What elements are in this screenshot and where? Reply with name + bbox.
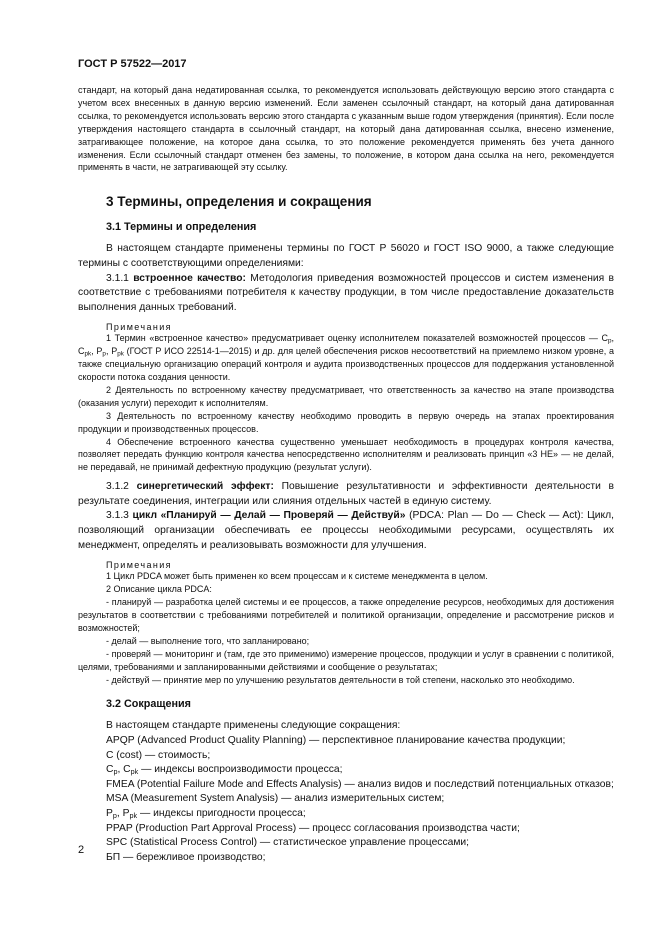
term-number: 3.1.3 — [106, 510, 129, 522]
term-name: цикл «Планируй — Делай — Проверяй — Действуй» — [132, 510, 406, 522]
subscript: p — [113, 766, 118, 776]
term-name: встроенное качество: — [133, 272, 246, 284]
subscript: p — [102, 350, 106, 358]
document-header: ГОСТ Р 57522—2017 — [78, 58, 187, 70]
note-3: 3 Деятельность по встроенному качеству необходимо проводить в первую очередь на этапах проектирования продукции и производственных процессов. — [78, 410, 614, 434]
term-number: 3.1.2 — [106, 481, 129, 493]
abbr-text: , C — [117, 764, 131, 776]
abbr-spc: SPC (Statistical Process Control) — статистическое управление процессами; — [106, 837, 470, 849]
subsection-3-2-title: 3.2 Сокращения — [106, 698, 191, 711]
term-number: 3.1.1 — [106, 272, 129, 284]
abbr-text: — индексы пригодности процесса; — [137, 807, 306, 819]
abbr-cp — [78, 763, 614, 778]
abbr-ppap: PPAP (Production Part Approval Process) — процесс согласования производства части; — [106, 822, 520, 834]
term-3-1-2 — [78, 480, 614, 509]
page-number: 2 — [78, 844, 85, 856]
note-2: 2 Деятельность по встроенному качеству предусматривает, что ответственность за качество на этапе производства (оказания услуги) переходит к исполнителям. — [78, 384, 614, 408]
abbr-intro: В настоящем стандарте применены следующие сокращения: — [106, 720, 401, 732]
term-definition: (PDCA: Plan — Do — Check — Act): Цикл, позволяющий организации обеспечивать ее процессы необходимыми ресурсами, осуществлять их менеджмент, определять и реализовывать возможности для улучшения. — [78, 510, 614, 551]
subscript: pk — [117, 350, 124, 358]
pdca-plan: - планируй — разработка целей системы и ее процессов, а также определение ресурсов, необходимых для достижения результатов в соответствии с требованиями потребителей и политикой организации, определение и рассмотрение рисков и возможностей; — [78, 597, 614, 633]
subscript: p — [112, 810, 117, 820]
abbr-bp: БП — бережливое производство; — [106, 851, 266, 863]
abbr-apqp: APQP (Advanced Product Quality Planning) — перспективное планирование качества продукции; — [106, 735, 566, 746]
term-3-1-1 — [78, 272, 614, 316]
abbr-c: C (cost) — стоимость; — [106, 749, 211, 761]
subscript: p — [607, 337, 612, 345]
note-text: (ГОСТ Р ИСО 22514-1—2015) и др. для целей обеспечения рисков несоответствий на приемлемо низком уровне, а также специальную организацию операций контроля и аудита производственных процессов для поддержания установленной скорости потока создания ценности. — [78, 346, 614, 383]
terms-intro: В настоящем стандарте применены термины по ГОСТ Р 56020 и ГОСТ ISO 9000, а также следующие термины с соответствующими определениями: — [78, 243, 614, 269]
abbr-text: — индексы воспроизводимости процесса; — [138, 764, 343, 776]
subscript: pk — [130, 766, 139, 776]
subsection-3-1-title: 3.1 Термины и определения — [106, 221, 257, 234]
pdca-do: - делай — выполнение того, что запланировано; — [106, 635, 310, 646]
subscript: pk — [129, 810, 138, 820]
subscript: pk — [84, 350, 92, 358]
note-text: , C — [78, 333, 614, 357]
notes-title: Примечания — [106, 322, 172, 333]
notes-title: Примечания — [106, 560, 172, 571]
note-1 — [78, 332, 614, 384]
pdca-note-1: 1 Цикл PDCA может быть применен ко всем процессам и к системе менеджмента в целом. — [106, 571, 488, 582]
abbr-pp — [78, 807, 614, 822]
term-definition: Методология приведения возможностей процессов и систем изменения в соответствие с требованиями потребителя к качеству продукции, в том числе предоставление доказательств выполнения данных требований. — [78, 272, 614, 313]
note-text: 1 Термин «встроенное качество» предусматривает оценку исполнителем показателей возможностей процессов — C — [106, 333, 608, 344]
note-text: , P — [91, 346, 103, 357]
abbr-msa: MSA (Measurement System Analysis) — анализ измерительных систем; — [106, 793, 445, 805]
pdca-act: - действуй — принятие мер по улучшению результатов деятельности в той степени, насколько это необходимо. — [106, 674, 575, 685]
term-3-1-3 — [78, 509, 614, 553]
abbr-fmea: FMEA (Potential Failure Mode and Effects Analysis) — анализ видов и последствий потенциальных отказов; — [106, 778, 614, 790]
abbr-text: C — [106, 764, 114, 776]
note-4: 4 Обеспечение встроенного качества существенно уменьшает необходимость в процедурах контроля качества, позволяет передать функцию контроля качества непосредственно исполнителям и реализовать принцип «3 НЕ» — не делай, не передавай, не принимай дефектную продукцию (результат услуги). — [78, 436, 614, 473]
pdca-check: - проверяй — мониторинг и (там, где это применимо) измерение процессов, продукции и услуг в сравнении с политикой, целями, требованиями и запланированными действиями и сообщение о результатах; — [78, 648, 614, 672]
term-name: синергетический эффект: — [136, 481, 274, 493]
section-3-title: 3 Термины, определения и сокращения — [106, 194, 372, 210]
pdca-note-2: 2 Описание цикла PDCA: — [106, 584, 212, 595]
page-content — [78, 84, 614, 865]
note-text: , P — [105, 346, 118, 357]
abbr-text: , P — [116, 807, 130, 819]
intro-paragraph: стандарт, на который дана недатированная ссылка, то рекомендуется использовать действующую версию этого стандарта с учетом всех внесенных в данную версию изменений. Если заменен ссылочный стандарт, на который дана датированная ссылка, то рекомендуется использовать версию этого стандарта с указанным выше годом утверждения (принятия). Если после утверждения настоящего стандарта в ссылочный стандарт, на который дана датированная ссылка, внесено изменение, затрагивающее положение, на которое дана ссылка, то это положение рекомендуется применять без учета данного изменения. Если ссылочный стандарт отменен без замены, то положение, в котором дана ссылка на него, рекомендуется применять в части, не затрагивающей эту ссылку. — [78, 85, 614, 173]
term-definition: Повышение результативности и эффективности деятельности в результате соединения, интеграции или слияния отдельных частей в единую систему. — [78, 481, 614, 507]
abbr-text: P — [106, 807, 113, 819]
